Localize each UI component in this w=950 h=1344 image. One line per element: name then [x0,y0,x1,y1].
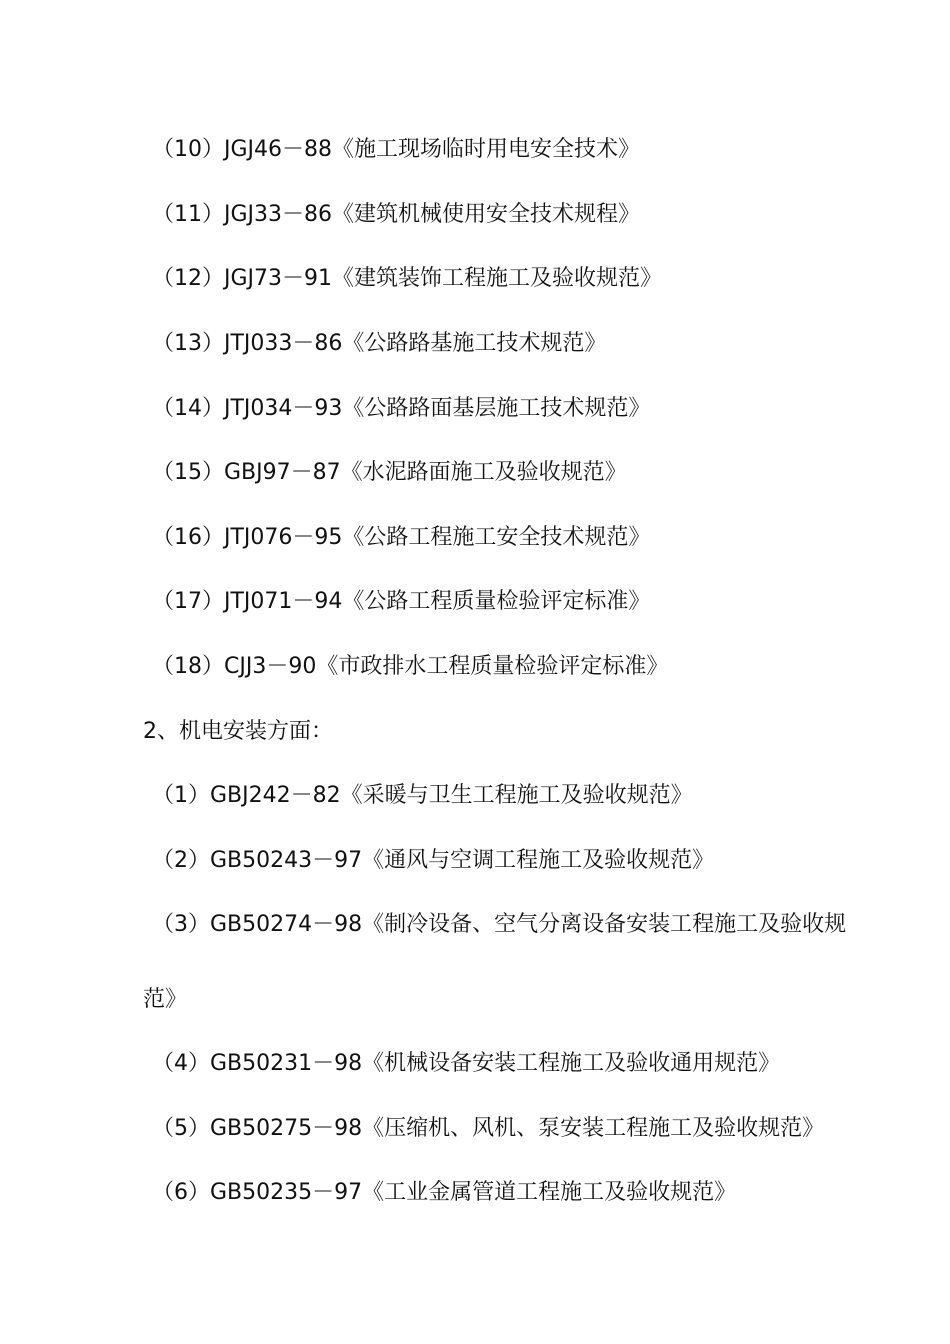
section-heading: 2、机电安装方面： [143,719,333,744]
standard-item: （15）GBJ97－87《水泥路面施工及验收规范》 [152,460,627,485]
standard-item: （18）CJJ3－90《市政排水工程质量检验评定标准》 [152,654,669,679]
standard-item: （2）GB50243－97《通风与空调工程施工及验收规范》 [152,848,715,873]
standard-item: （3）GB50274－98《制冷设备、空气分离设备安装工程施工及验收规 [152,912,847,937]
standard-item: （14）JTJ034－93《公路路面基层施工技术规范》 [152,396,651,421]
standard-item-continuation: 范》 [143,987,188,1012]
standard-item: （11）JGJ33－86《建筑机械使用安全技术规程》 [152,202,641,227]
standard-item: （10）JGJ46－88《施工现场临时用电安全技术》 [152,137,641,162]
standard-item: （4）GB50231－98《机械设备安装工程施工及验收通用规范》 [152,1051,781,1076]
standard-item: （5）GB50275－98《压缩机、风机、泵安装工程施工及验收规范》 [152,1116,825,1141]
standard-item: （12）JGJ73－91《建筑装饰工程施工及验收规范》 [152,266,663,291]
standard-item: （13）JTJ033－86《公路路基施工技术规范》 [152,331,607,356]
standard-item: （17）JTJ071－94《公路工程质量检验评定标准》 [152,589,651,614]
standard-item: （6）GB50235－97《工业金属管道工程施工及验收规范》 [152,1180,737,1205]
standard-item: （16）JTJ076－95《公路工程施工安全技术规范》 [152,525,651,550]
standard-item: （1）GBJ242－82《采暖与卫生工程施工及验收规范》 [152,783,693,808]
